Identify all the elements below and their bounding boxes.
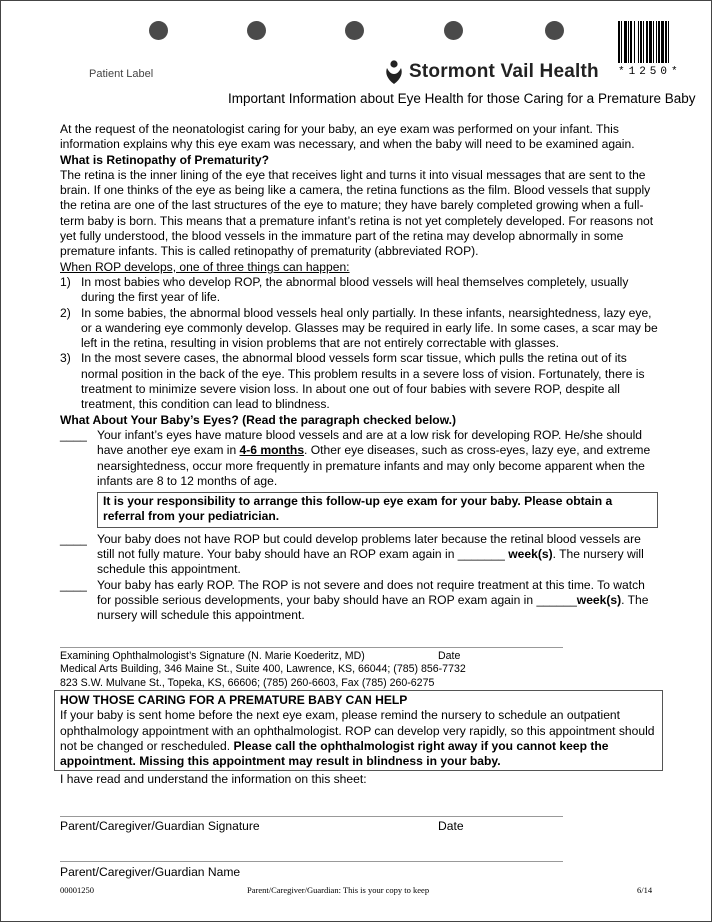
check-blank[interactable]: ____	[60, 531, 87, 546]
eyes-heading: What About Your Baby’s Eyes? (Read the paragraph checked below.)	[60, 412, 457, 427]
document-body	[60, 122, 658, 624]
ophthalmologist-date-label: Date	[438, 650, 461, 662]
list-number: 3)	[60, 351, 71, 366]
check-option-2	[60, 532, 658, 578]
help-paragraph	[60, 708, 657, 769]
logo-mark-icon	[383, 59, 405, 85]
list-item	[60, 306, 658, 352]
list-item	[60, 351, 658, 412]
option-text: Your baby has early ROP. The ROP is not severe and does not require treatment at this time. To watch for possible serious developments, your baby should have an ROP exam again in ______	[97, 577, 645, 607]
guardian-signature-line[interactable]	[60, 816, 563, 817]
rop-develops-line: When ROP develops, one of three things can happen:	[60, 259, 350, 274]
punch-hole	[345, 21, 364, 40]
option-text: . The nursery will schedule this appointment.	[97, 592, 649, 623]
address-topeka: 823 S.W. Mulvane St., Topeka, KS, 66606; (785) 260-6603, Fax (785) 260-6275	[60, 677, 435, 689]
barcode-bar	[669, 21, 671, 63]
guardian-date-label: Date	[438, 819, 464, 833]
rop-heading: What is Retinopathy of Prematurity?	[60, 152, 269, 167]
punch-hole	[149, 21, 168, 40]
option-text: . Other eye diseases, such as cross-eyes, lazy eye, and extreme nearsightedness, occur more frequently in premature infants and may only become apparent when the infants are 8 to 12 months of age.	[97, 443, 651, 488]
address-lawrence: Medical Arts Building, 346 Maine St., Suite 400, Lawrence, KS, 66044; (785) 856-7732	[60, 663, 466, 675]
check-blank[interactable]: ____	[60, 427, 87, 442]
option-weeks: week(s)	[508, 547, 553, 562]
option-text: Your infant’s eyes have mature blood vessels and are at a low risk for developing ROP. He/she should have another eye exam in	[97, 427, 642, 458]
ophthalmologist-signature-line[interactable]	[60, 647, 563, 648]
guardian-name-line[interactable]	[60, 861, 563, 862]
help-heading: HOW THOSE CARING FOR A PREMATURE BABY CAN HELP	[60, 693, 408, 707]
rop-paragraph: The retina is the inner lining of the eye that receives light and turns it into visual messages that are sent to the brain. If one thinks of the eye as being like a camera, the retina functions as the film. Blood vessels that supply the retina are one of the last structures of the eye to mature; they have barely completed growing when a full-term baby is born. This means that a premature infant’s retina is not yet completely developed. For reasons not yet fully understood, the blood vessels in the immature part of the retina may develop abnormally in some premature infants. This is called retinopathy of prematurity (abbreviated ROP).	[60, 167, 654, 259]
list-text: In some babies, the abnormal blood vessels heal only partially. In these infants, nearsightedness, lazy eye, or a wandering eye commonly develop. Glasses may be required in early life. In some cases, a scar may be left in the retina, resulting in vision problems that are not entirely correctable with glasses.	[81, 305, 658, 351]
logo-text: Stormont Vail Health	[409, 61, 599, 82]
responsibility-box: It is your responsibility to arrange this follow-up eye exam for your baby. Please obtain a referral from your pediatrician.	[97, 492, 658, 528]
option-weeks: week(s)	[576, 592, 622, 607]
help-warning: Please call the ophthalmologist right away if you cannot keep the appointment. Missing this appointment may result in blindness in your baby.	[60, 738, 609, 769]
patient-label: Patient Label	[89, 68, 154, 80]
punch-hole	[444, 21, 463, 40]
intro-paragraph: At the request of the neonatologist caring for your baby, an eye exam was performed on your infant. This information explains why this eye exam was necessary, and when the baby will need to be examined again.	[60, 122, 635, 152]
list-text: In most babies who develop ROP, the abnormal blood vessels will heal themselves completely, usually during the first year of life.	[81, 274, 629, 305]
list-number: 1)	[60, 274, 71, 289]
check-blank[interactable]: ____	[60, 577, 87, 592]
check-option-3	[60, 578, 658, 624]
list-text: In the most severe cases, the abnormal blood vessels form scar tissue, which pulls the retina out of its normal position in the back of the eye. This problem results in a severe loss of vision. Fortunately, there is treatment to minimize severe vision loss. In about one out of four babies with severe ROP, despite all treatment, this condition can lead to blindness.	[81, 351, 645, 412]
option-months: 4-6 months	[239, 443, 305, 458]
ophthalmologist-signature-label: Examining Ophthalmologist’s Signature (N. Marie Koederitz, MD)	[60, 650, 365, 662]
guardian-name-label: Parent/Caregiver/Guardian Name	[60, 865, 241, 879]
option-text: . The nursery will schedule this appointment.	[97, 547, 644, 577]
punch-hole	[545, 21, 564, 40]
form-number: 00001250	[60, 885, 94, 895]
guardian-signature-label: Parent/Caregiver/Guardian Signature	[60, 819, 260, 833]
list-item	[60, 275, 658, 306]
acknowledge-line: I have read and understand the information on this sheet:	[60, 772, 367, 786]
help-box	[54, 690, 663, 771]
barcode	[618, 21, 688, 63]
option-text: Your baby does not have ROP but could develop problems later because the retinal blood vessels are still not fully mature. Your baby should have an ROP exam again in _______	[97, 531, 641, 562]
punch-hole	[247, 21, 266, 40]
outcome-list	[60, 275, 658, 413]
document-title: Important Information about Eye Health for those Caring for a Premature Baby	[228, 91, 696, 106]
barcode-number: *1250*	[618, 66, 682, 78]
check-option-1	[60, 428, 658, 489]
logo	[383, 59, 599, 85]
revision-date: 6/14	[637, 885, 653, 895]
help-text: If your baby is sent home before the next eye exam, please remind the nursery to schedule an outpatient ophthalmology appointment with an ophthalmologist. ROP can develop very rapidly, so this appointment should not be changed or rescheduled.	[60, 708, 655, 753]
list-number: 2)	[60, 305, 71, 320]
copy-note: Parent/Caregiver/Guardian: This is your copy to keep	[247, 885, 430, 895]
